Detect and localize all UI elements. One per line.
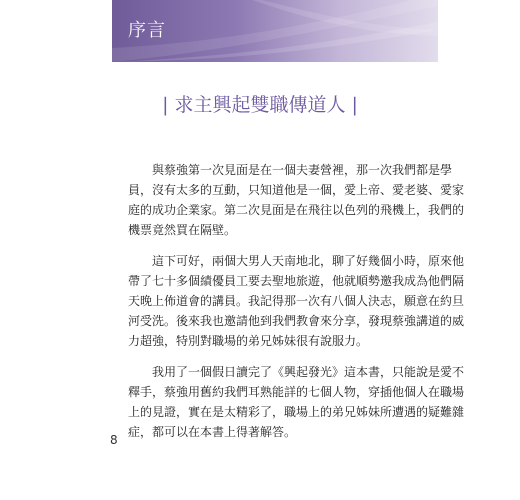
- text-line: 症，都可以在本書上得著解答。: [128, 425, 297, 439]
- text-line: 力超強，特別對職場的弟兄姊妹很有說服力。: [128, 334, 369, 348]
- text-line: 庭的成功企業家。第二次見面是在飛往以色列的飛機上，我們的: [128, 203, 465, 217]
- text-line: 釋手，蔡強用舊約我們耳熟能詳的七個人物，穿插他個人在職場: [128, 385, 465, 399]
- title-left-bar: |: [162, 94, 169, 116]
- page-number: 8: [110, 433, 118, 447]
- title-right-bar: |: [351, 94, 358, 116]
- text-line: 與蔡強第一次見面是在一個夫妻營裡，那一次我們都是學: [152, 163, 453, 177]
- text-line: 機票竟然買在隔壁。: [128, 223, 237, 237]
- text-line: 這下可好，兩個大男人天南地北，聊了好幾個小時，原來他: [152, 254, 465, 268]
- text-line: 我用了一個假日讀完了《興起發光》這本書，只能說是愛不: [152, 365, 465, 379]
- section-title: 序言: [128, 20, 166, 41]
- text-line: 帶了七十多個績優員工要去聖地旅遊，他就順勢邀我成為他們隔: [128, 274, 465, 288]
- paragraph: [128, 251, 465, 351]
- text-line: 上的見證，實在是太精彩了，職場上的弟兄姊妹所遭遇的疑難雜: [128, 405, 465, 419]
- body-text: [128, 160, 465, 453]
- chapter-title-text: 求主興起雙職傳道人: [174, 94, 346, 116]
- text-line: 員，沒有太多的互動，只知道他是一個，愛上帝、愛老婆、愛家: [128, 183, 465, 197]
- paragraph: [128, 160, 465, 240]
- chapter-title: [0, 92, 520, 118]
- text-line: 天晚上佈道會的講員。我記得那一次有八個人決志，願意在約旦: [128, 294, 465, 308]
- paragraph: [128, 362, 465, 442]
- text-line: 河受洗。後來我也邀請他到我們教會來分享，發現蔡強講道的威: [128, 314, 465, 328]
